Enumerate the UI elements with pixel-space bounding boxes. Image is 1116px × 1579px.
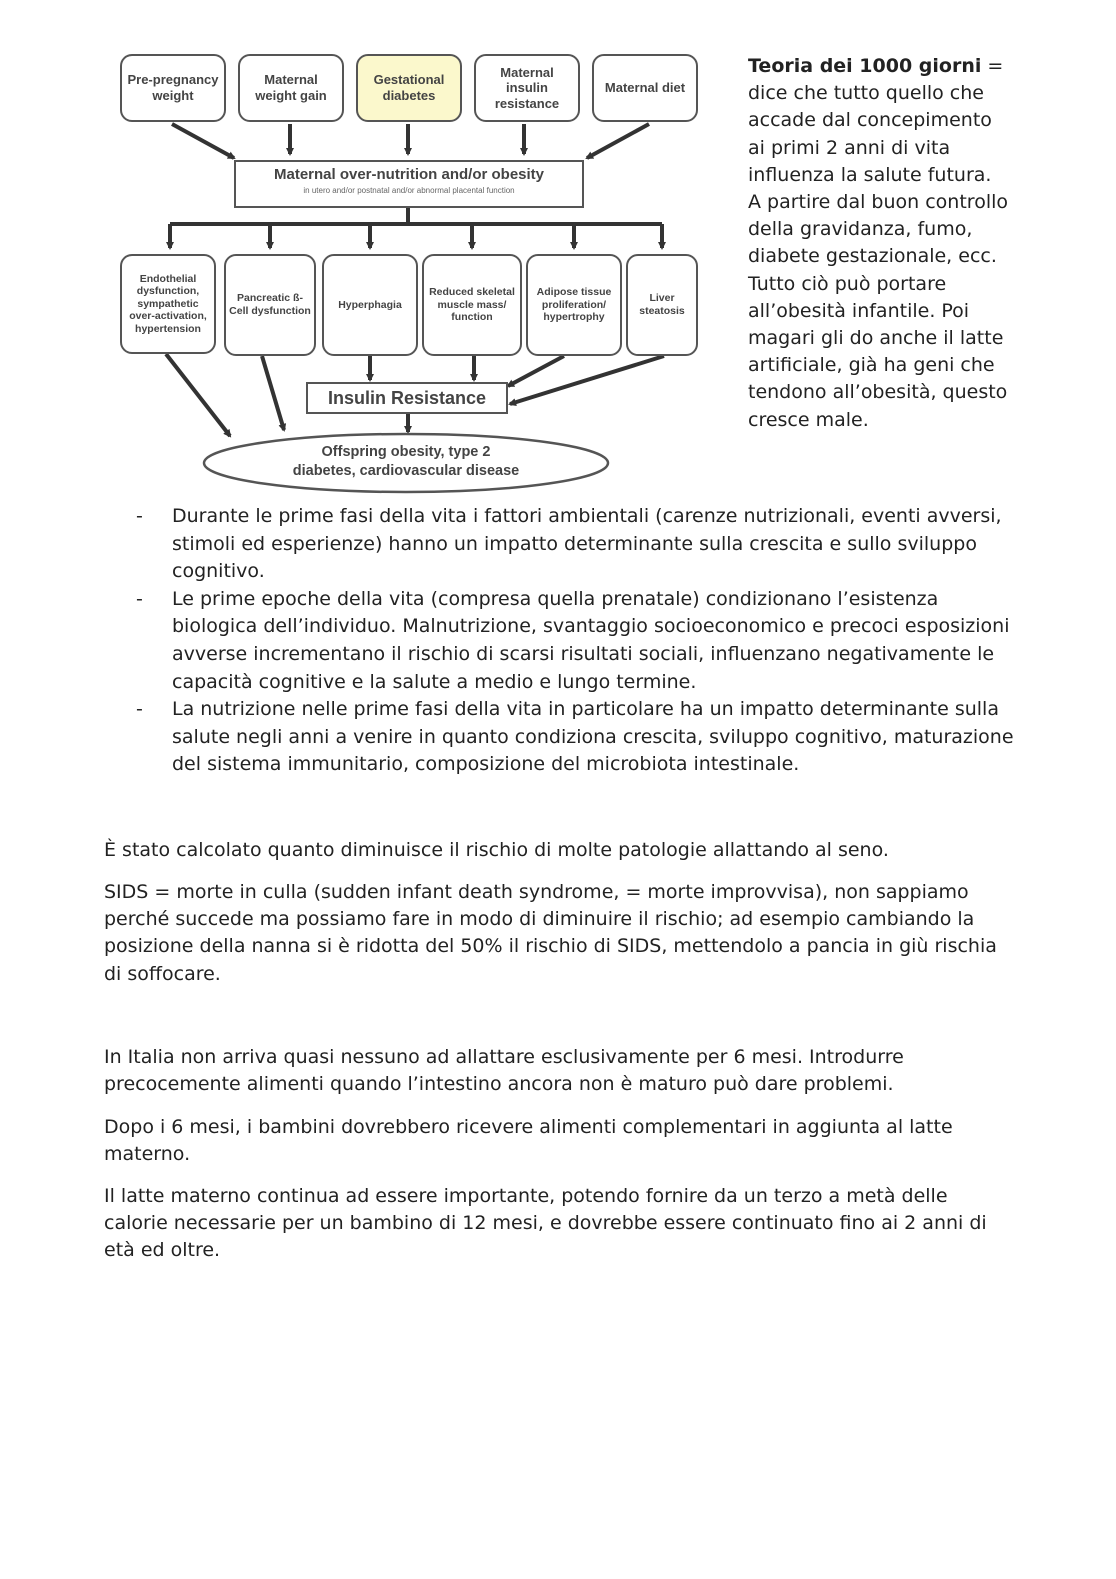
overnutrition-subtitle: in utero and/or postnatal and/or abnormal placental function	[303, 186, 515, 195]
paragraph-breastfeeding-risk: È stato calcolato quanto diminuisce il rischio di molte patologie allattando al seno.	[104, 839, 889, 861]
paragraph-sids: SIDS = morte in culla (sudden infant death syndrome, = morte improvvisa), non sappiamo perché succede ma possiamo fare in modo di diminuire il rischio; ad esempio cambiando la posizione della nanna si è ridotta del 50% il rischio di SIDS, mettendolo a pancia in giù rischia di soffocare.	[104, 881, 997, 985]
obesity-pathway-diagram	[104, 48, 734, 498]
bullet-dash: -	[136, 698, 143, 721]
box-liver-steatosis: Liver steatosis	[626, 254, 698, 356]
outcome-line-1: Offspring obesity, type 2	[321, 444, 491, 460]
bullet-dash: -	[136, 505, 143, 527]
box-adipose-tissue: Adipose tissue proliferation/ hypertrophy	[526, 254, 622, 356]
arrow-prepregnancy	[172, 124, 234, 158]
arrow-adipose-ir	[508, 356, 564, 386]
list-item	[136, 586, 1016, 696]
box-maternal-weight-gain: Maternal weight gain	[238, 54, 344, 122]
arrow-diet	[587, 124, 649, 158]
box-pancreatic-dysfunction: Pancreatic ß-Cell dysfunction	[224, 254, 316, 356]
box-reduced-skeletal-muscle: Reduced skeletal muscle mass/ function	[422, 254, 522, 356]
arrow-liver-ir	[510, 356, 664, 404]
theory-body: = dice che tutto quello che accade dal concepimento ai primi 2 anni di vita influenza la salute futura. A partire dal buon controllo della gravidanza, fumo, diabete gestazionale, ecc. Tutto ciò può portare all’obesità infantile. Poi magari gli do anche il latte artificiale, già ha geni che tendono all’obesità, questo cresce male.	[748, 55, 1008, 431]
box-gestational-diabetes: Gestational diabetes	[356, 54, 462, 122]
bullet-list	[136, 503, 1016, 779]
list-item	[136, 503, 1016, 586]
box-insulin-resistance: Insulin Resistance	[306, 382, 508, 414]
theory-title: Teoria dei 1000 giorni	[748, 55, 982, 77]
bullet-text: Durante le prime fasi della vita i fattori ambientali (carenze nutrizionali, eventi avversi, stimoli ed esperienze) hanno un impatto determinante sulla crescita e sullo sviluppo cognitivo.	[172, 505, 1002, 583]
arrow-endothelial-outcome	[166, 354, 230, 436]
box-maternal-diet: Maternal diet	[592, 54, 698, 122]
overnutrition-title: Maternal over-nutrition and/or obesity	[273, 166, 545, 183]
bullet-text: La nutrizione nelle prime fasi della vita in particolare ha un impatto determinante sulla salute negli anni a venire in quanto condiziona crescita, sviluppo cognitivo, maturazione del sistema immunitario, composizione del microbiota intestinale.	[172, 698, 1014, 776]
paragraph-italy-breastfeeding: In Italia non arriva quasi nessuno ad allattare esclusivamente per 6 mesi. Introdurre precocemente alimenti quando l’intestino ancora non è maturo può dare problemi.	[104, 1046, 904, 1096]
paragraph-breast-milk-importance: Il latte materno continua ad essere importante, potendo fornire da un terzo a metà delle calorie necessarie per un bambino di 12 mesi, e dovrebbe essere continuato fino ai 2 anni di età ed oltre.	[104, 1185, 987, 1262]
box-endothelial-dysfunction: Endothelial dysfunction, sympathetic over-activation, hypertension	[120, 254, 216, 354]
arrow-pancreatic-outcome	[262, 356, 284, 430]
box-hyperphagia: Hyperphagia	[322, 254, 418, 356]
list-item	[136, 696, 1016, 779]
box-maternal-insulin-resistance: Maternal insulin resistance	[474, 54, 580, 122]
outcome-line-2: diabetes, cardiovascular disease	[292, 462, 520, 479]
bullet-dash: -	[136, 587, 143, 610]
outcome-text	[214, 443, 598, 481]
paragraph-after-6-months: Dopo i 6 mesi, i bambini dovrebbero ricevere alimenti complementari in aggiunta al latte materno.	[104, 1116, 953, 1166]
theory-1000-days-text	[748, 53, 1010, 434]
box-prepregnancy-weight: Pre-pregnancy weight	[120, 54, 226, 122]
bullet-text: Le prime epoche della vita (compresa quella prenatale) condizionano l’esistenza biologica dell’individuo. Malnutrizione, svantaggio socioeconomico e precoci esposizioni avverse incrementano il rischio di scarsi risultati sociali, influenzano negativamente le capacità cognitive e la salute a medio e lungo termine.	[172, 587, 1010, 693]
box-maternal-overnutrition	[234, 160, 584, 208]
